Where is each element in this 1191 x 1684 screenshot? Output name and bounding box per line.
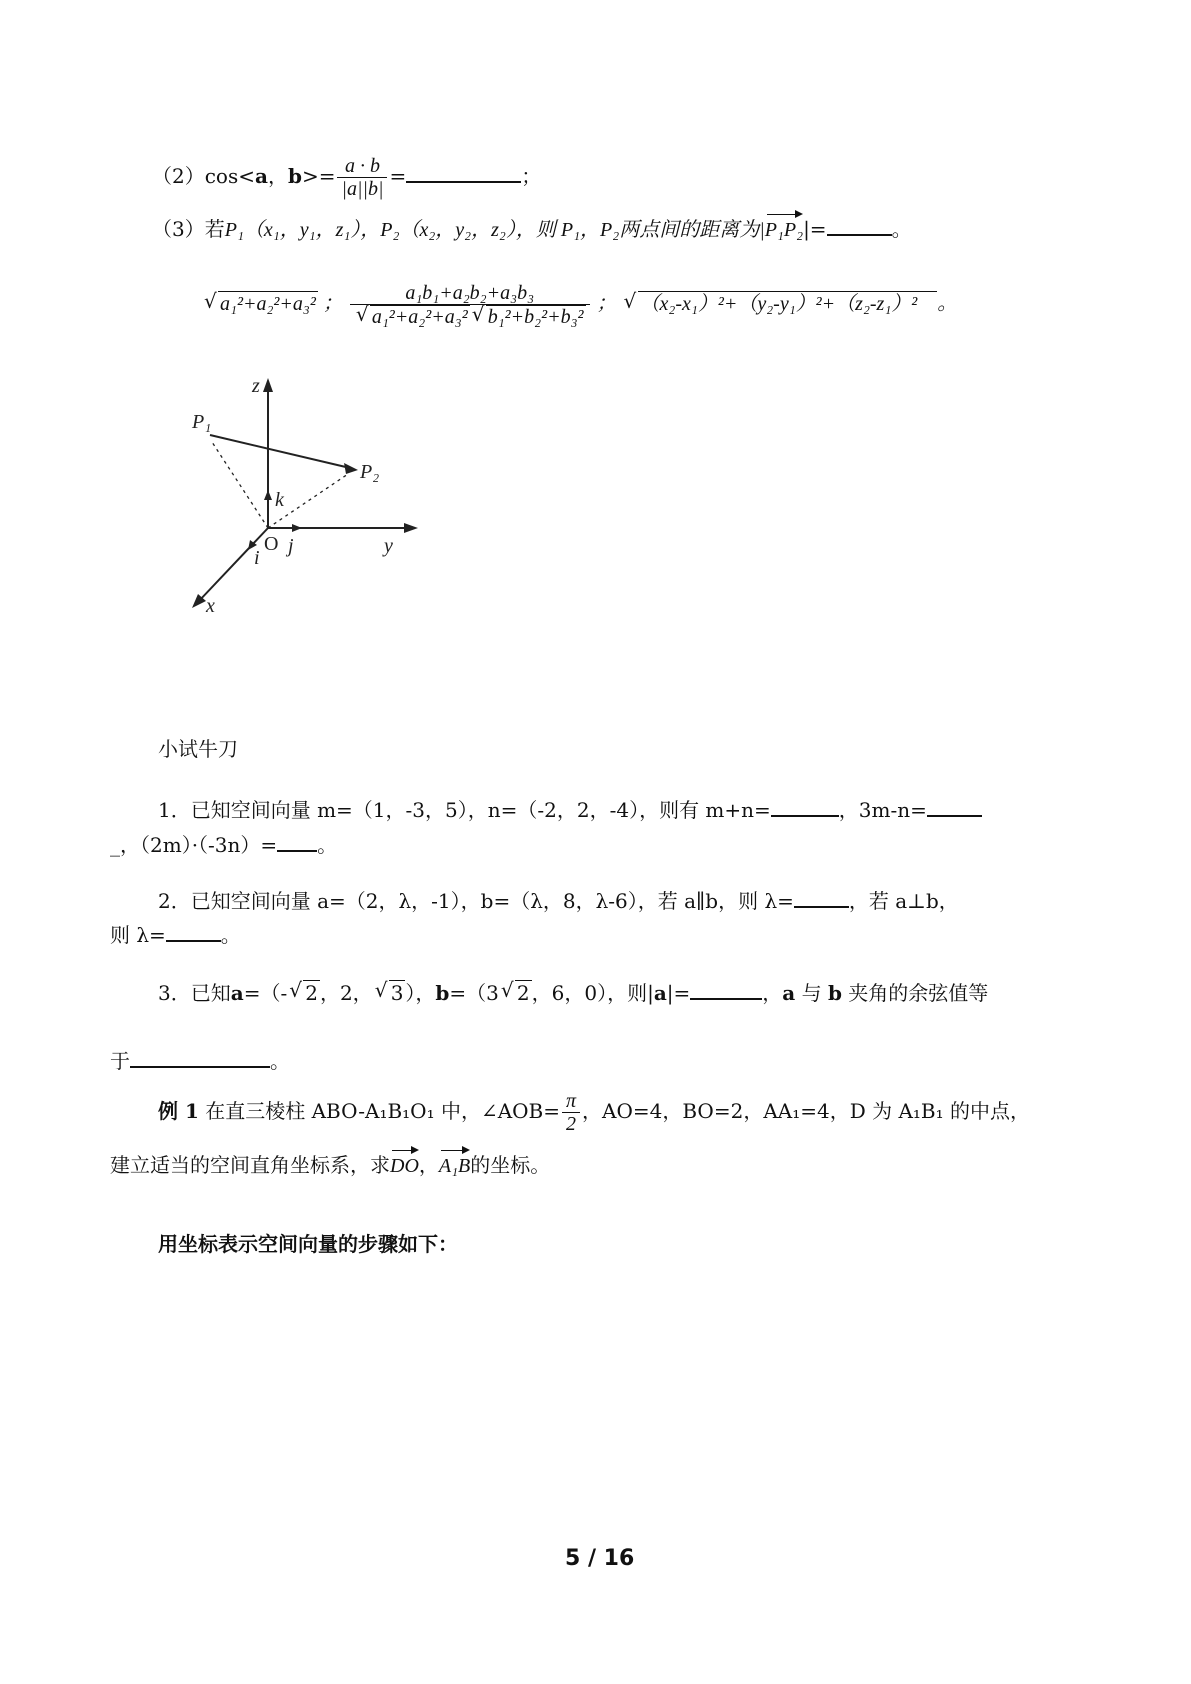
line2-b: b (287, 164, 302, 188)
question-2-line-2: 则 λ= 。 (110, 923, 241, 947)
vector-A1B: A₁B (439, 1148, 470, 1178)
example-1-line-1: 例 1 在直三棱柱 ABO-A₁B₁O₁ 中，∠AOB= $\frac{\pi}{2}$ ，AO=4，BO=2，AA₁=4，D 为 A₁B₁ 的中点， (158, 1090, 1030, 1135)
line2-gt: >= (301, 164, 336, 188)
p1p2-arrow (344, 463, 358, 474)
sqrt-2: √ 2 (289, 980, 320, 1005)
line3-end: 。 (891, 217, 912, 241)
answer-fraction-num: a₁b₁+a₂b₂+a₃b₃ (405, 282, 535, 304)
line2-a: a (255, 164, 268, 188)
y-arrow (404, 523, 418, 533)
answer-blank (827, 216, 892, 236)
line2-prefix: （2）cos< (152, 164, 255, 188)
j-arrow (292, 524, 302, 532)
section-heading: 小试牛刀 (158, 737, 238, 761)
answer-blank (794, 888, 849, 908)
label-P2: P₂ (360, 461, 380, 483)
question-1-line-2: _，（2m）·（-3n）= 。 (110, 833, 338, 857)
answer-blank (927, 797, 982, 817)
page-number: 5 / 16 (565, 1546, 635, 1571)
sqrt-3: √ 3 (375, 980, 406, 1005)
answer-sep-2: ； (596, 292, 617, 315)
question-3-line-2: 于 。 (110, 1049, 290, 1073)
sqrt-2b: √ 2 (501, 980, 532, 1005)
question-2-line-1: 2．已知空间向量 a=（2，λ，-1），b=（λ，8，λ-6），若 a∥b，则 λ= ，若 a⊥b， (158, 889, 959, 913)
op1-dashed (212, 442, 268, 528)
question-1-line-1: 1．已知空间向量 m=（1，-3，5），n=（-2，2，-4），则有 m+n= ，3m-n= (158, 797, 982, 822)
answer-blank (130, 1048, 270, 1068)
line3-prefix: （3）若 (152, 217, 225, 241)
label-z: z (252, 375, 260, 397)
answer-sqrt-3: √ （x₂-x₁）²+（y₂-y₁）²+（z₂-z₁）² (624, 291, 938, 316)
label-y: y (384, 535, 393, 557)
answer-blank (406, 163, 521, 183)
coordinate-figure (180, 370, 440, 670)
answer-blank (771, 797, 839, 817)
label-k: k (275, 489, 284, 511)
label-x: x (206, 595, 215, 617)
label-O: O (264, 533, 279, 555)
line2-end: ； (521, 164, 542, 188)
vector-P1P2: P₁P₂ (765, 212, 803, 242)
answers-line (202, 282, 957, 328)
vector-DO: DO (390, 1148, 419, 1178)
example-1-line-2: 建立适当的空间直角坐标系，求DO，A₁B的坐标。 (110, 1148, 550, 1178)
line3-text: P₁（x₁，y₁，z₁），P₂（x₂，y₂，z₂），则 P₁，P₂两点间的距离为| (224, 219, 765, 241)
steps-heading: 用坐标表示空间向量的步骤如下： (158, 1232, 458, 1256)
answer-fraction (350, 282, 590, 328)
line3-eq: |= (803, 217, 827, 241)
question-3-line-1: 3．已知a=（-√ 2 ，2，√ 3 ），b=（3√ 2 ，6，0），则|a|= ，a 与 b 夹角的余弦值等 (158, 980, 988, 1005)
answer-blank (277, 832, 317, 852)
label-j: j (288, 535, 294, 557)
cos-fraction-den: |a||b| (337, 177, 387, 200)
answer-sqrt-1: √ a₁²+a₂²+a₃² (204, 291, 318, 316)
label-i: i (254, 547, 260, 569)
answer-den-b: b₁²+b₂²+b₃² (487, 306, 584, 328)
formula-line-2 (152, 155, 541, 200)
z-arrow (263, 378, 273, 392)
answer-den-a: a₁²+a₂²+a₃² (371, 306, 468, 328)
line2-comma: ， (267, 164, 288, 188)
answer-fraction-den (350, 304, 590, 328)
answer-blank (690, 980, 762, 1000)
answer-end: 。 (937, 292, 958, 315)
line2-eq: = (389, 164, 407, 188)
cos-fraction-num: a · b (344, 155, 380, 177)
cos-fraction (337, 155, 387, 200)
answer-sep-1: ； (322, 292, 343, 315)
label-P1: P₁ (192, 411, 212, 433)
example-label: 例 1 (158, 1099, 199, 1123)
p1p2-line (210, 435, 350, 468)
k-arrow (264, 490, 272, 500)
pi-over-2: $\frac{\pi}{2}$ (562, 1090, 580, 1135)
answer-blank (166, 922, 221, 942)
formula-line-3 (152, 212, 912, 242)
